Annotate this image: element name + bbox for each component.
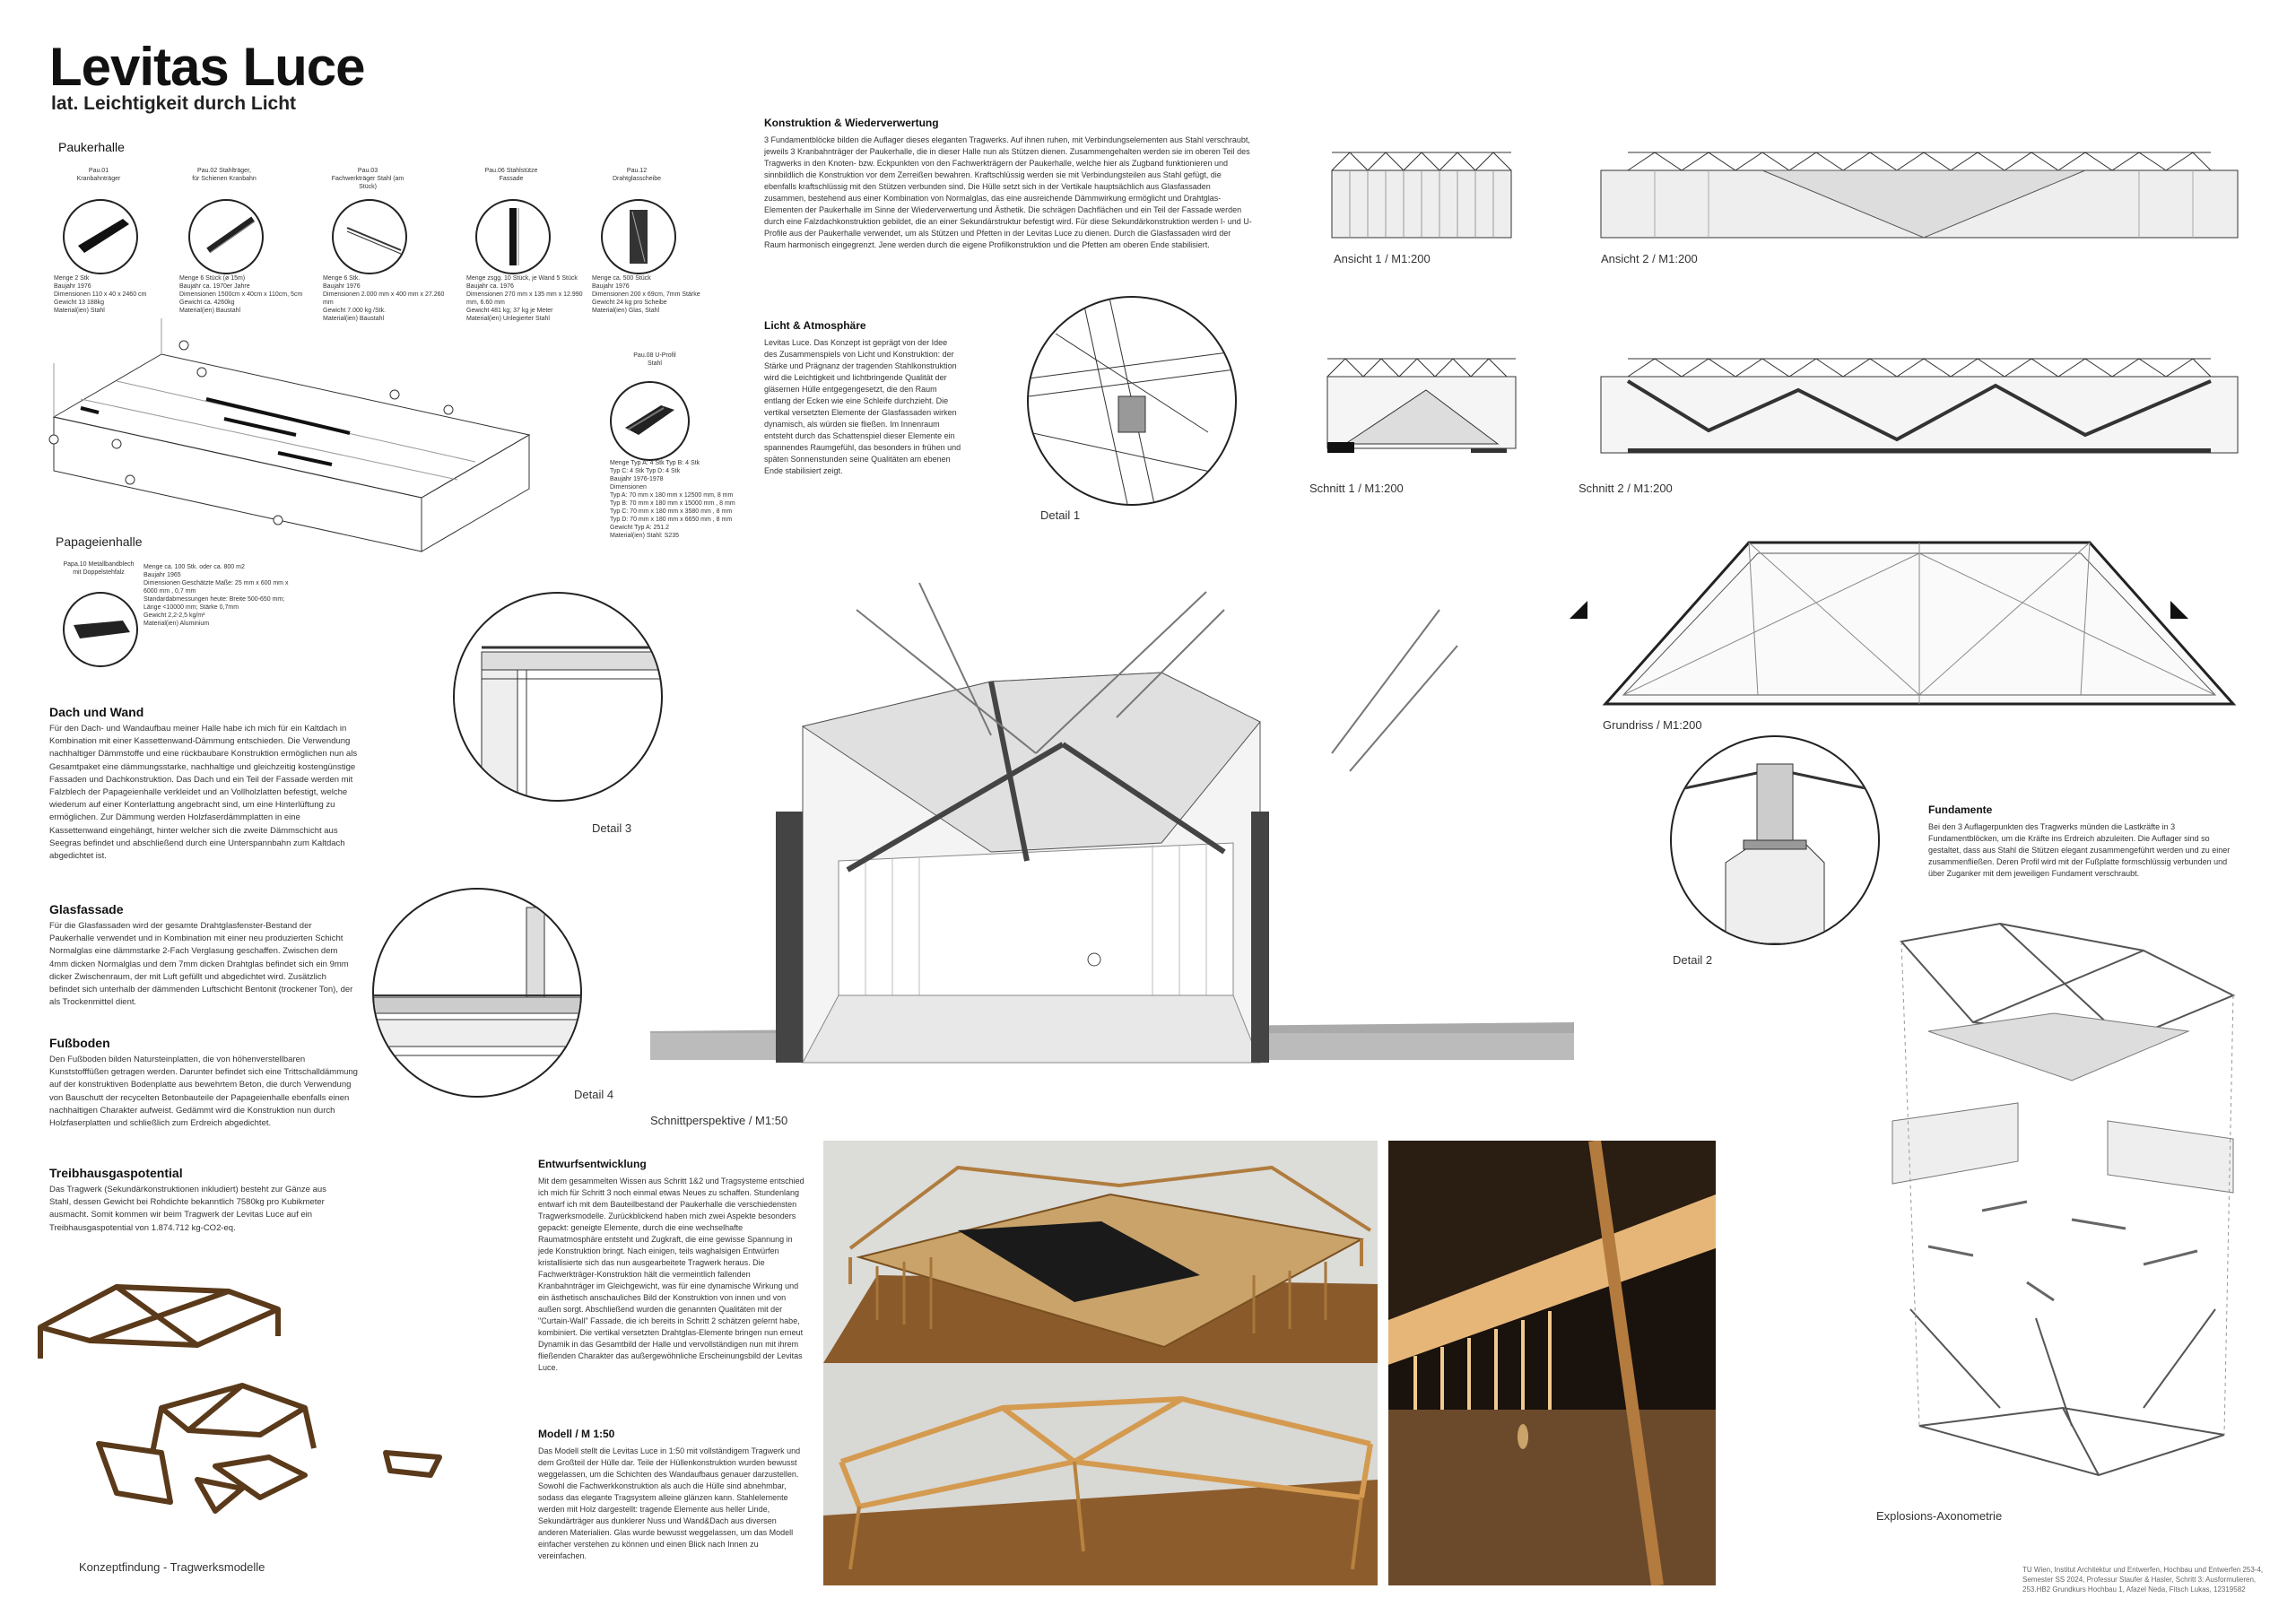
interior-model-photo-graphic xyxy=(1388,1141,1716,1585)
explosion-label: Explosions-Axonometrie xyxy=(1876,1509,2003,1523)
dach-heading: Dach und Wand xyxy=(49,705,144,719)
schnitt-2-drawing xyxy=(1601,341,2238,466)
glas-heading: Glasfassade xyxy=(49,902,124,916)
credits: TU Wien, Institut Architektur und Entwerfen, Hochbau und Entwerfen 253-4, Semester SS 2024, Professur Staufer & Hasler, Schritt 3: Ausformulieren, 253.HB2 Grundkurs Hochbau 1, Afazel Neda, Fitsch Lukas, 12319582 xyxy=(2022,1566,2264,1594)
pau-item-icon xyxy=(334,201,405,273)
pau-item-icon xyxy=(603,201,674,273)
pau-item-code: Pau.12 Drahtglasscheibe xyxy=(612,168,662,182)
pau-item-specs: Menge 6 Stk. Baujahr 1976 Dimensionen 2.000 mm x 400 mm x 27.260 mm Gewicht 7.000 kg /Stk. Material(ien) Baustahl xyxy=(323,275,445,322)
detail-2-circle xyxy=(1670,735,1880,945)
schnitt-2-label: Schnitt 2 / M1:200 xyxy=(1578,482,1673,495)
fundamente-heading: Fundamente xyxy=(1928,803,1993,816)
paukerhalle-heading: Paukerhalle xyxy=(58,140,125,154)
schnittperspektive-label: Schnittperspektive / M1:50 xyxy=(650,1114,788,1127)
dach-text: Für den Dach- und Wandaufbau meiner Halle habe ich mich für ein Kaltdach in Kombination mit einer Kassettenwand-Dämmung entschieden. Die Verwendung nachhaltiger Dämmstoffe und eine rückbaubare Konstruktion ermöglichen nun als Gesamtpaket eine dämmungsstarke, nachhaltige und gleichzeitig kostengünstige Fassaden und Dachkonstruktion. Das Dach und ein Teil der Fassade werden mit Falzblech der Papageienhalle verkleidet und an Vollholzlatten befestigt, welche wiederum auf einer Konterlattung angebracht sind, um eine Hinterlüftung zu ermöglichen. Zur Dämmung werden Holzfaserdämmplatten in eine Kassettenwand eingehängt, hinter welcher sich die zweite Dämmschicht aus Seegras befindet und abschließend durch eine Unterspannbahn zum Kaltdach abgedichtet ist. xyxy=(49,724,358,862)
page-subtitle: lat. Leichtigkeit durch Licht xyxy=(51,93,297,114)
treib-heading: Treibhausgaspotential xyxy=(49,1166,183,1180)
licht-text: Levitas Luce. Das Konzept ist geprägt von der Idee des Zusammenspiels von Licht und Konstruktion: der Stärke und Prägnanz der tragenden Stahlkonstruktion wird die Leichtigkeit und lichtbringende Qualität der gläsernen Hülle entgegengesetzt, die den Raum entlang der Ecken wie eine Schleife durchzieht. Die vertikal versetzten Elemente der Glasfassaden wirken dynamisch, als würden sie fließen. Im Innenraum entsteht durch das Schattenspiel dieser Elemente ein spannendes Raumgefühl, das besonders in frühen und späten Sonnenstunden seine Qualitäten am ebenen Ende stabilisiert zeigt. xyxy=(764,338,961,475)
detail-3-circle xyxy=(453,592,663,802)
papa-item-circle xyxy=(63,592,138,667)
u-profile-icon xyxy=(621,401,679,441)
model-photo-2-graphic xyxy=(823,1363,1378,1585)
u-profile-circle xyxy=(610,381,690,461)
konstruktion-text: 3 Fundamentblöcke bilden die Auflager dieses eleganten Tragwerks. Auf ihnen ruhen, mit Verbindungselementen aus Stahl verschraubt, jeweils 3 Kranbahnträger der Paukerhalle, die in dieser Halle nun als Stützen dienen. Zusammengehalten werden sie im oberen Teil des Tragwerks in den Knoten- bzw. Eckpunkten von den Fachwerkträgern der Paukerhalle, welche hier als Zugband funktionieren und sinnbildlich die Konstruktion vor dem Zerreißen bewahren. Kraftschlüssig werden sie mit Verbindungsteilen aus Stahl gefügt, die ebenfalls kraftschlüssig mit den Stützen verbunden sind. Die Hülle setzt sich in der Vertikale hauptsächlich aus Glasfassaden zusammen, bestehend aus einer Kombination von Normalglas, das eine ausreichende Dämmwirkung ermöglicht und Drahtglas-Elementen der Paukerhalle im Sinne der Wiederverwertung und Ästhetik. Die schrägen Dachflächen und ein Teil der Fassade werden durch eine Falzdachkonstruktion gebildet, die an einer Sekundärstruktur befestigt wird. Für diese Sekundärkonstruktion werden I- und U-Profile aus der Paukerhalle verwendet, um als Stützen und Pfetten in der Levitas Luce zu dienen. Durch die Glasfassaden wird der Raum harmonisch eingegrenzt. Jene werden durch die eigene Profilkonstruktion und die Pfetten am oberen Ende stabilisiert. xyxy=(764,135,1252,249)
profile-specs: Menge Typ A: 4 Stk Typ B: 4 Stk Typ C: 4 Stk Typ D: 4 Stk Baujahr 1976-1978 Dimensionen Typ A: 70 mm x 180 mm x 12500 mm, 8 mm Typ B: 70 mm x 180 mm x 15000 mm , 8 mm Typ C: 70 mm x 180 mm x 3580 mm , 8 mm Typ D: 70 mm x 180 mm x 6650 mm , 8 mm Gewicht Typ A: 251.2 Material(ien) Stahl: S235 xyxy=(610,460,735,539)
detail-3-label: Detail 3 xyxy=(592,821,632,835)
pau-item-specs: Menge ca. 500 Stück Baujahr 1976 Dimensionen 200 x 69cm, 7mm Stärke Gewicht 24 kg pro Scheibe Material(ien) Glas, Stahl xyxy=(592,275,700,314)
fundamente-text: Bei den 3 Auflagerpunkten des Tragwerks münden die Lastkräfte in 3 Fundamentblöcken, um die Kräfte ins Erdreich abzuleiten. Die Auflager sind so gestaltet, dass aus Stahl die Stützen elegant zusammengeführt werden und zu einer zusammenfließen. Deren Profil wird mit der Fußplatte formschlüssig verbunden und über Zuganker mit dem jeweiligen Fundament verschraubt. xyxy=(1928,822,2231,878)
page-title: Levitas Luce xyxy=(49,37,365,97)
pau-item-circle xyxy=(332,199,407,274)
section-perspective-drawing xyxy=(650,574,1574,1063)
interior-model-photo xyxy=(1388,1141,1716,1585)
pau-item-circle xyxy=(475,199,551,274)
grundriss-drawing xyxy=(1605,543,2233,708)
ansicht-2-drawing xyxy=(1601,135,2238,238)
entwurf-heading: Entwurfsentwicklung xyxy=(538,1158,647,1170)
papa-item-specs: Menge ca. 100 Stk. oder ca. 800 m2 Baujahr 1965 Dimensionen Geschätzte Maße: 25 mm x 600 mm x 6000 mm , 0,7 mm Standardabmessungen heute: Breite 500-650 mm; Länge <10000 mm; Stärke 0,7mm Gewicht 2,2-2,5 kg/m² Material(ien) Aluminium xyxy=(144,564,289,627)
model-photo-1 xyxy=(823,1141,1378,1363)
pau-item-icon xyxy=(477,201,549,273)
entwurf-text: Mit dem gesammelten Wissen aus Schritt 1&2 und Tragsysteme entschied ich mich für Schritt 3 noch einmal etwas Neues zu schaffen. Stundenlang entwarf ich mit dem Bauteilbestand der Paukerhalle die verschiedensten Tragwerksmodelle. Zurückblickend haben mich zwei Aspekte besonders gepackt: geneigte Elemente, durch die eine wechselhafte Raumatmosphäre entsteht und Zugkraft, die eine gewisse Spannung in jede Konstruktion bringt. Nach einigen, teils waghalsigen Entwürfen kristallisierte sich das nun ausgearbeitete Tragwerk heraus. Die Fachwerkträger-Konstruktion hält die vermeintlich fallenden Kranbahnträger im Gleichgewicht, was für eine dynamische Wirkung und ein ästhetisch anschauliches Bild der Konstruktion von innen und von außen sorgt. Abschließend wurden die genannten Qualitäten mit der "Curtain-Wall" Fassade, die ich bereits in Schritt 2 schätzen gelernt habe, kombiniert. Die vertikal versetzten Drahtglas-Elemente bringen nun erneut Dynamik in das Gesamtbild der Halle und vervollständigen nun mit ihrem fließenden Charakter das außergewöhnliche Erscheinungsbild der Levitas Luce. xyxy=(538,1177,804,1372)
pau-item-icon xyxy=(190,201,262,273)
schnitt-1-label: Schnitt 1 / M1:200 xyxy=(1309,482,1404,495)
ansicht-1-drawing xyxy=(1332,135,1511,238)
schnitt-1-drawing xyxy=(1327,341,1516,453)
pau-item-circle xyxy=(601,199,676,274)
papa-item-code: Papa.10 Metallbandblech mit Doppelstehfalz xyxy=(63,561,135,576)
detail-4-circle xyxy=(372,888,582,1098)
fuss-heading: Fußboden xyxy=(49,1036,110,1050)
detail-1-drawing xyxy=(1029,298,1235,504)
papageienhalle-heading: Papageienhalle xyxy=(56,534,143,549)
detail-4-drawing xyxy=(374,890,580,1096)
metal-sheet-icon xyxy=(69,616,132,643)
ansicht-2-label: Ansicht 2 / M1:200 xyxy=(1601,252,1698,265)
detail-4-label: Detail 4 xyxy=(574,1088,614,1101)
pau-item-code: Pau.03 Fachwerkträger Stahl (am Stück) xyxy=(331,168,404,190)
fuss-text: Den Fußboden bilden Natursteinplatten, die von höhenverstellbaren Kunststofffüßen getragen werden. Darunter befindet sich eine Trittschalldämmung auf der konstruktiven Bodenplatte aus bewehrtem Beton, die durch Verwendung von Bauschutt der recycelten Betonbauteile der Papageienhalle ebenfalls einen nachhaltigen Charakter aufweist. Gedämmt wird die Konstruktion nun durch Holzfaserplatten und schließlich zum Erdreich abgedichtet. xyxy=(49,1055,358,1129)
isometric-paukerhalle-drawing xyxy=(45,336,529,551)
detail-2-label: Detail 2 xyxy=(1673,953,1713,967)
pau-item-code: Pau.02 Stahlträger, für Schienen Kranbahn xyxy=(192,168,257,182)
pau-item-circle xyxy=(63,199,138,274)
concept-models-image xyxy=(36,1273,457,1515)
model-photo-2 xyxy=(823,1363,1378,1585)
pau-item-specs: Menge zsgg. 10 Stück, je Wand 5 Stück Baujahr ca. 1976 Dimensionen 270 mm x 135 mm x 12.990 mm, 6.60 mm Gewicht 481 kg; 37 kg je Meter Material(ien) Unlegierter Stahl xyxy=(466,275,583,322)
pau-item-specs: Menge 2 Stk Baujahr 1976 Dimensionen 110 x 40 x 2460 cm Gewicht 13 188kg Material(ien) Stahl xyxy=(54,275,147,314)
detail-3-drawing xyxy=(455,594,661,800)
modell-text: Das Modell stellt die Levitas Luce in 1:50 mit vollständigem Tragwerk und dem Großteil der Hülle dar. Teile der Hüllenkonstruktion wurden bewusst weggelassen, um die Schichten des Wandaufbaus genauer darzustellen. Sowohl die Fachwerkkonstruktion als auch die Hülle sind abnehmbar, sodass das elegante Tragsystem alleine glänzen kann. Stahlelemente werden mit Holz dargestellt: tragende Elemente aus heller Linde, Sekundärträger aus dunklerer Nuss und Wand&Dach aus diversen anderen Materialien. Glas wurde bewusst weggelassen, um das Modell einfacher verstehen zu können und einen Blick nach Innen zu vereinfachen. xyxy=(538,1446,801,1560)
grundriss-label: Grundriss / M1:200 xyxy=(1603,718,1702,732)
profile-code: Pau.08 U-Profil Stahl xyxy=(633,352,676,367)
pau-item-icon xyxy=(65,201,136,273)
pau-item-code: Pau.06 Stahlstütze Fassade xyxy=(484,168,538,182)
glas-text: Für die Glasfassaden wird der gesamte Drahtglasfenster-Bestand der Paukerhalle verwendet und in Kombination mit einer neu produzierten Schicht Normalglas eine dämmstarke 2-Fach Verglasung geschaffen. Zwischen dem 4mm dicken Normalglas und dem 7mm dicken Drahtglas befindet sich ein 9mm dicker Zwischenraum, der mit Luft gefüllt und abgedichtet wird. Zusätzlich befindet sich unterhalb der dämmenden Luftschicht Bentonit (trockener Ton), der als Trockenmittel dient. xyxy=(49,921,353,1008)
detail-1-label: Detail 1 xyxy=(1040,508,1081,522)
detail-1-circle xyxy=(1027,296,1237,506)
licht-heading: Licht & Atmosphäre xyxy=(764,319,866,332)
concept-caption: Konzeptfindung - Tragwerksmodelle xyxy=(79,1560,265,1574)
pau-item-circle xyxy=(188,199,264,274)
konstruktion-heading: Konstruktion & Wiederverwertung xyxy=(764,117,939,129)
explosion-axonometry-drawing xyxy=(1892,924,2242,1480)
modell-heading: Modell / M 1:50 xyxy=(538,1428,615,1440)
pau-item-specs: Menge 6 Stück (ø 15m) Baujahr ca. 1970er Jahre Dimensionen 1500cm x 40cm x 110cm, 5cm Gewicht ca. 4260kg Material(ien) Baustahl xyxy=(179,275,303,314)
detail-2-drawing xyxy=(1672,737,1878,943)
ansicht-1-label: Ansicht 1 / M1:200 xyxy=(1334,252,1431,265)
model-photo-1-graphic xyxy=(823,1141,1378,1363)
pau-item-code: Pau.01 Kranbahnträger xyxy=(76,168,121,182)
treib-text: Das Tragwerk (Sekundärkonstruktionen inkludiert) besteht zur Gänze aus Stahl, dessen Gewicht bei Rohdichte bekanntlich 7580kg pro Kubikmeter ausmacht. Somit kommen wir beim Tragwerk der Levitas Luce auf ein Treibhausgaspotential von 1.874.712 kg-CO2-eq. xyxy=(49,1185,326,1233)
